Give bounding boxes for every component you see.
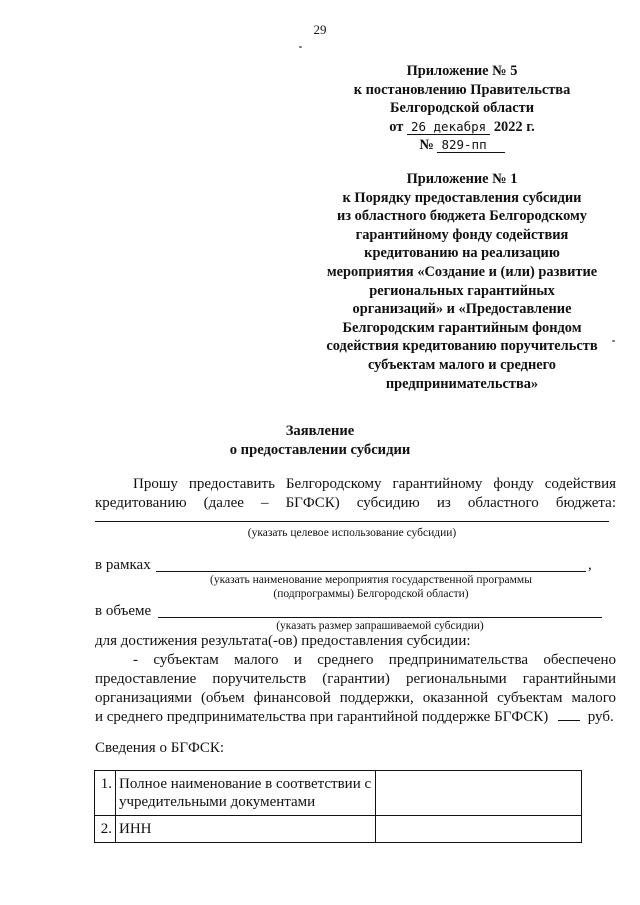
date-prefix: от [389,118,404,135]
annex5-title: Приложение № 5 [406,63,518,79]
row-value[interactable] [376,816,582,843]
title-line2: о предоставлении субсидии [229,442,411,458]
caption-event-line2: (подпрограммы) Белгородской области) [273,588,469,600]
row-label: ИНН [116,816,376,843]
purpose-blank [95,521,609,522]
result-line: для достижения результата(-ов) предоставления субсидии: [95,633,471,649]
annex1-line: из областного бюджета Белгородскому [336,208,588,225]
annex1-line: кредитованию на реализацию [364,245,560,262]
row-value[interactable] [376,771,582,816]
page-number: 29 [313,22,327,37]
date-year: 2022 г. [493,118,535,135]
intro-line1: Прошу предоставить Белгородскому гарантийному фонду содействия [133,476,616,492]
number-value: 829-пп [437,137,504,153]
annex1-line: мероприятия «Создание и (или) развитие [326,263,598,280]
annex1-line: предпринимательства» [385,375,539,392]
scan-speck [299,46,302,48]
annex1-line: гарантийному фонду содействия [355,226,569,243]
bullet-line4-text: и среднего предпринимательства при гарантийной поддержке БГФСК) [95,709,549,725]
annex1-header [318,170,606,393]
bullet-line4 [95,708,616,727]
row-label: Полное наименование в соответствии с учредительными документами [116,771,376,816]
info-heading: Сведения о БГФСК: [95,740,225,756]
date-value: 26 декабря [407,119,490,135]
annex5-header [318,62,606,155]
amount-blank [158,617,602,618]
annex1-line: Белгородским гарантийным фондом [342,319,582,336]
row-number: 2. [95,816,116,843]
bullet-line1: - субъектам малого и среднего предпринимательства обеспечено [133,652,616,668]
info-table [94,770,582,843]
annex1-line: Приложение № 1 [406,171,518,187]
table-row [95,816,582,843]
annex5-line2: к постановлению Правительства [353,81,571,98]
row-number: 1. [95,771,116,816]
caption-purpose: (указать целевое использование субсидии) [247,527,457,539]
number-prefix: № [419,137,434,154]
annex1-line: к Порядку предоставления субсидии [342,189,582,206]
intro-line2: кредитованию (далее – БГФСК) субсидию из областного бюджета: [95,495,616,511]
event-blank [156,571,586,572]
annex1-line: субъектам малого и среднего [367,356,557,373]
scan-speck [612,340,615,342]
annex5-number [318,136,606,155]
annex5-date [318,118,606,137]
annex5-line3: Белгородской области [389,100,535,117]
caption-event-line1: (указать наименование мероприятия государственной программы [210,574,532,586]
bullet-line3: организациями (объем финансовой поддержки, оказанной субъектам малого [95,690,616,706]
in-scope-end: , [588,557,592,573]
rub-blank [558,720,580,721]
annex1-line: организаций» и «Предоставление [352,301,572,318]
bullet-line4-unit: руб. [587,709,614,725]
amount-label: в объеме [95,603,152,619]
title-line1: Заявление [285,423,355,439]
annex1-line: региональных гарантийных [369,282,555,299]
table-row [95,771,582,816]
bullet-line2: предоставление поручительств (гарантии) региональными гарантийными [95,671,616,687]
caption-amount: (указать размер запрашиваемой субсидии) [276,620,484,632]
document-title [0,422,640,460]
annex1-line: содействия кредитованию поручительств [326,338,598,355]
in-scope-label: в рамках [95,557,151,573]
